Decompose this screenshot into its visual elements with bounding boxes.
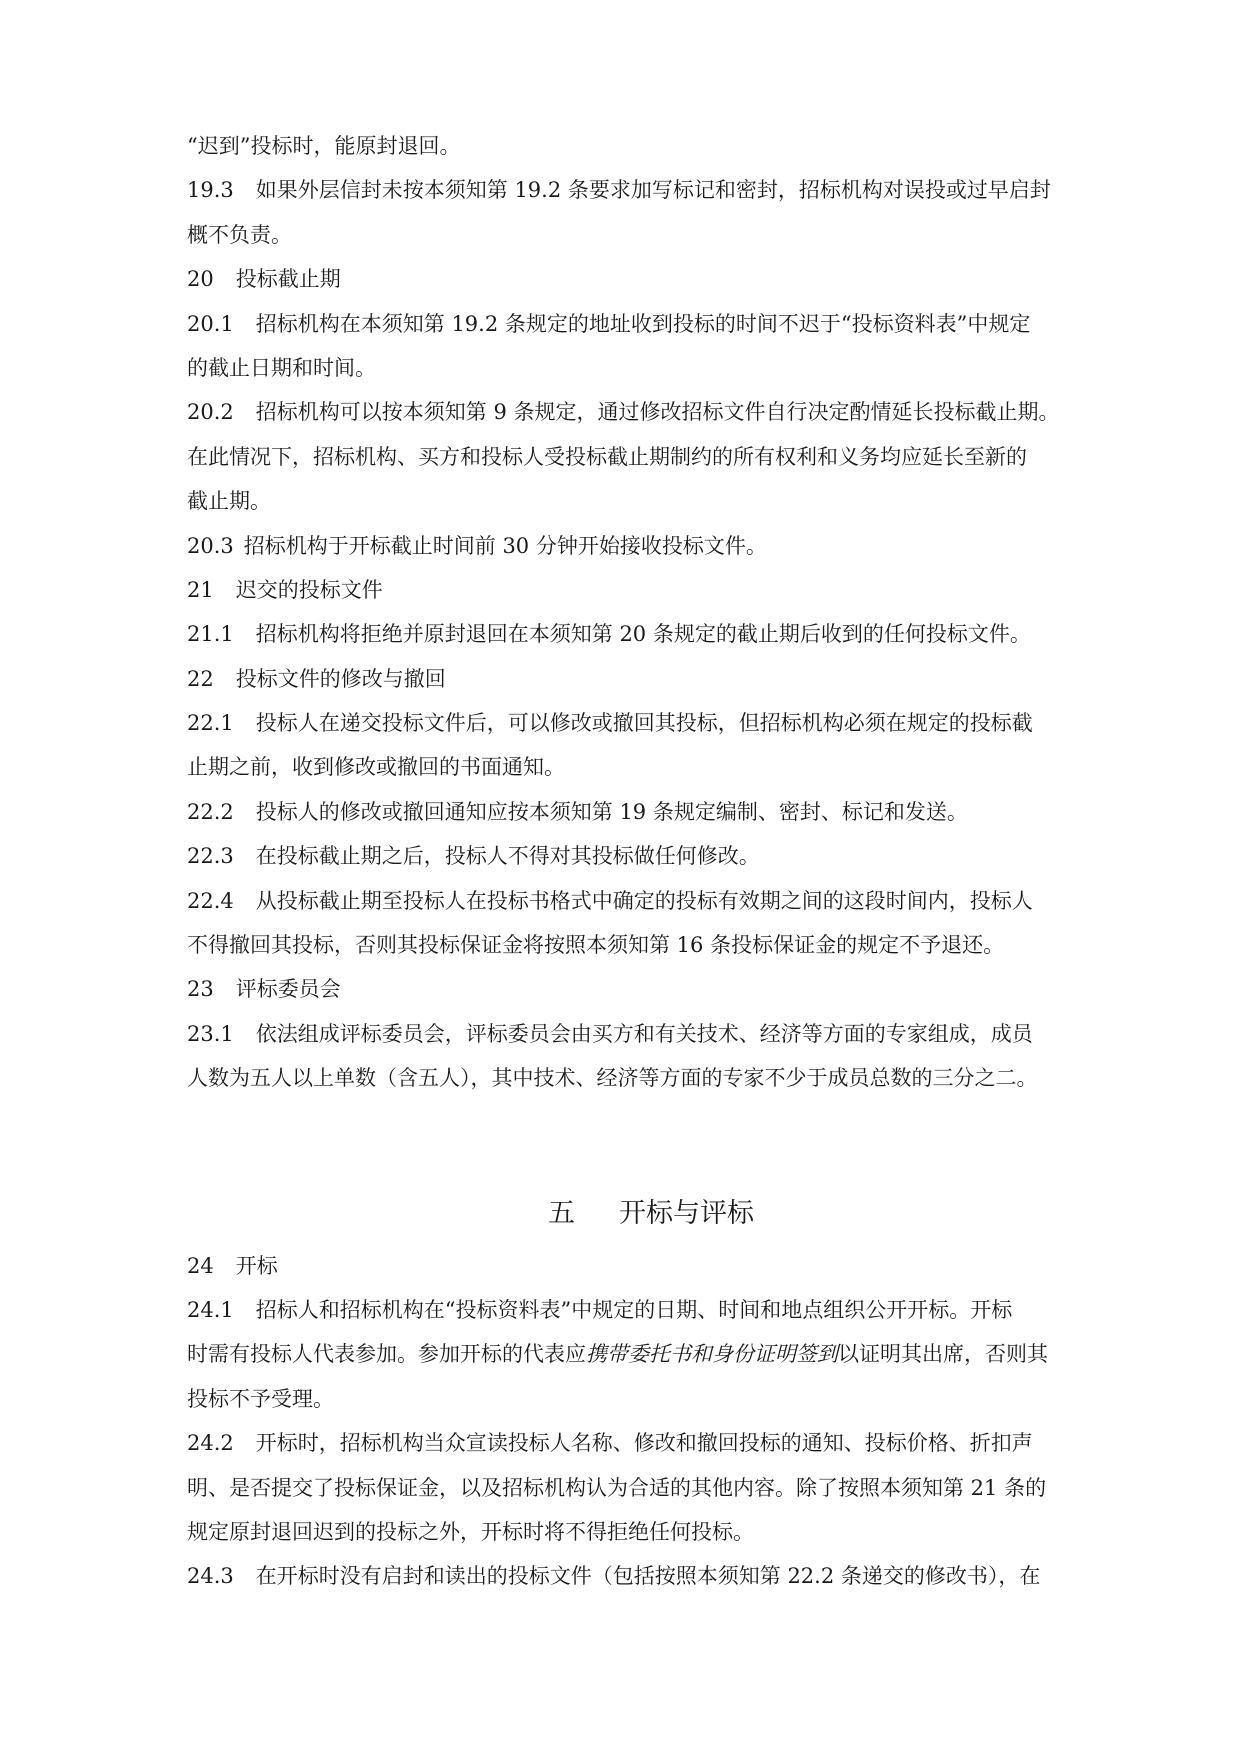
clause-text: 在投标截止期之后，投标人不得对其投标做任何修改。 <box>255 844 760 869</box>
clause-line <box>187 790 1115 834</box>
clause-text: 招标人和招标机构在“投标资料表”中规定的日期、时间和地点组织公开开标。开标 <box>255 1297 1013 1322</box>
clause-text: 投标人的修改或撤回通知应按本须知第 19 条规定编制、密封、标记和发送。 <box>255 799 968 824</box>
clause-number: 20 <box>187 267 214 292</box>
continuation-line <box>187 124 1115 168</box>
continuation-line <box>187 479 1115 523</box>
clause-text: 以证明其出席，否则其 <box>838 1342 1048 1367</box>
clause-text: 在此情况下，招标机构、买方和投标人受投标截止期制约的所有权利和义务均应延长至新的 <box>187 444 1027 469</box>
continuation-line <box>187 1466 1115 1510</box>
clause-text: 止期之前，收到修改或撤回的书面通知。 <box>187 755 565 780</box>
clause-text: “迟到”投标时，能原封退回。 <box>187 134 461 158</box>
clause-text: 招标机构于开标截止时间前 30 分钟开始接收投标文件。 <box>243 533 767 558</box>
clause-text: 人数为五人以上单数（含五人），其中技术、经济等方面的专家不少于成员总数的三分之二。 <box>187 1066 1038 1091</box>
clause-number: 20.2 <box>187 400 234 425</box>
clause-line <box>187 168 1115 212</box>
clause-line <box>187 1554 1115 1598</box>
clause-text: 投标文件的修改与撤回 <box>235 666 446 691</box>
clause-line <box>187 657 1115 701</box>
clause-text: 评标委员会 <box>235 977 341 1002</box>
clause-number: 22.2 <box>187 799 234 824</box>
continuation-line <box>187 745 1115 789</box>
clause-text: 截止期。 <box>187 489 271 514</box>
clause-text-italic: 携带委托书和身份证明签到 <box>586 1342 838 1367</box>
clause-text: 投标人在递交投标文件后，可以修改或撤回其投标，但招标机构必须在规定的投标截 <box>255 711 1033 736</box>
continuation-line <box>187 923 1115 967</box>
clause-line <box>187 568 1115 612</box>
clause-line <box>187 1012 1115 1056</box>
clause-line <box>187 524 1115 568</box>
clause-number: 22 <box>187 666 214 691</box>
clause-line <box>187 834 1115 878</box>
clause-number: 21.1 <box>187 622 234 647</box>
clause-number: 24.3 <box>187 1564 234 1589</box>
clause-number: 24.1 <box>187 1297 234 1322</box>
instructions-part-5 <box>187 1244 1115 1599</box>
section-number: 五 <box>548 1197 575 1229</box>
continuation-line <box>187 1510 1115 1554</box>
clause-text: 从投标截止期至投标人在投标书格式中确定的投标有效期之间的这段时间内，投标人 <box>255 888 1033 913</box>
clause-text: 开标时，招标机构当众宣读投标人名称、修改和撤回投标的通知、投标价格、折扣声 <box>255 1431 1033 1456</box>
clause-number: 22.1 <box>187 711 234 736</box>
clause-line <box>187 1288 1115 1332</box>
instructions-part-4 <box>187 124 1115 1101</box>
clause-text: 如果外层信封未按本须知第 19.2 条要求加写标记和密封，招标机构对误投或过早启封 <box>255 178 1051 203</box>
clause-number: 24 <box>187 1253 214 1278</box>
clause-line <box>187 967 1115 1011</box>
clause-text: 规定原封退回迟到的投标之外，开标时将不得拒绝任何投标。 <box>187 1519 754 1544</box>
continuation-line <box>187 213 1115 257</box>
continuation-line <box>187 1332 1115 1376</box>
clause-text: 招标机构在本须知第 19.2 条规定的地址收到投标的时间不迟于“投标资料表”中规定 <box>255 311 1031 336</box>
clause-line <box>187 879 1115 923</box>
clause-number: 21 <box>187 577 214 602</box>
clause-text: 的截止日期和时间。 <box>187 355 376 380</box>
section-title-text: 开标与评标 <box>619 1197 754 1229</box>
clause-number: 22.4 <box>187 888 234 913</box>
clause-text: 投标不予受理。 <box>187 1386 334 1411</box>
clause-text: 投标截止期 <box>235 267 341 292</box>
clause-number: 20.1 <box>187 311 234 336</box>
clause-text: 在开标时没有启封和读出的投标文件（包括按照本须知第 22.2 条递交的修改书），在 <box>255 1564 1041 1589</box>
clause-number: 22.3 <box>187 844 234 869</box>
clause-line <box>187 612 1115 656</box>
continuation-line <box>187 346 1115 390</box>
clause-text: 开标 <box>235 1253 278 1278</box>
clause-line <box>187 390 1115 434</box>
clause-text: 迟交的投标文件 <box>235 577 383 602</box>
clause-line <box>187 257 1115 301</box>
clause-line <box>187 1421 1115 1465</box>
continuation-line <box>187 1377 1115 1421</box>
clause-number: 20.3 <box>187 533 234 558</box>
section-gap <box>187 1101 1115 1190</box>
clause-text: 招标机构将拒绝并原封退回在本须知第 20 条规定的截止期后收到的任何投标文件。 <box>255 622 1031 647</box>
continuation-line <box>187 1056 1115 1100</box>
clause-text: 依法组成评标委员会，评标委员会由买方和有关技术、经济等方面的专家组成，成员 <box>255 1021 1033 1046</box>
clause-text: 不得撤回其投标，否则其投标保证金将按照本须知第 16 条投标保证金的规定不予退还。 <box>187 933 1005 958</box>
clause-text: 时需有投标人代表参加。参加开标的代表应 <box>187 1342 586 1367</box>
clause-text: 招标机构可以按本须知第 9 条规定，通过修改招标文件自行决定酌情延长投标截止期。 <box>255 400 1060 425</box>
clause-line <box>187 701 1115 745</box>
clause-line <box>187 302 1115 346</box>
clause-number: 23 <box>187 977 214 1002</box>
clause-text: 明、是否提交了投标保证金，以及招标机构认为合适的其他内容。除了按照本须知第 21 条的 <box>187 1475 1047 1500</box>
clause-number: 19.3 <box>187 178 234 203</box>
section-heading <box>187 1190 1115 1238</box>
clause-text: 概不负责。 <box>187 222 292 247</box>
clause-number: 24.2 <box>187 1431 234 1456</box>
clause-number: 23.1 <box>187 1021 234 1046</box>
document-page <box>187 124 1115 1599</box>
clause-line <box>187 1244 1115 1288</box>
continuation-line <box>187 435 1115 479</box>
